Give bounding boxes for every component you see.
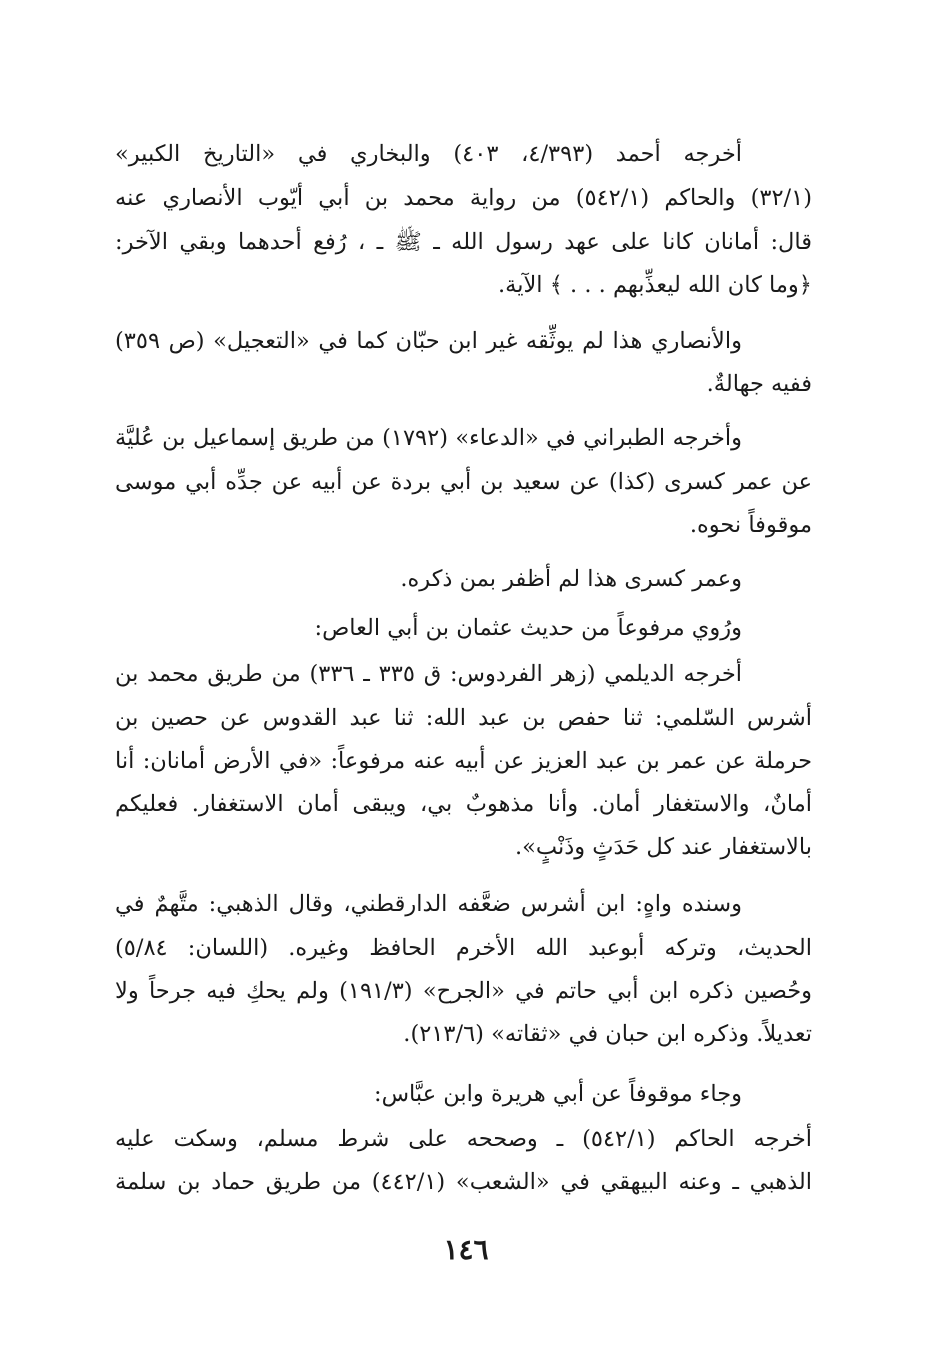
text-line: موقوفاً نحوه. [689,512,812,538]
text-line: وسنده واهٍ: ابن أشرس ضعَّفه الدارقطني، وقال الذهبي: متَّهمٌ في [115,891,742,917]
text-line: ورُوي مرفوعاً من حديث عثمان بن أبي العاص: [314,615,742,641]
page-number: ١٤٦ [443,1233,489,1266]
text-line: أخرجه الحاكم (٥٤٢/١) ـ وصححه على شرط مسلم، وسكت عليه [115,1126,812,1152]
text-line: وعمر كسرى هذا لم أظفر بمن ذكره. [400,566,742,592]
text-line: أخرجه الديلمي (زهر الفردوس: ق ٣٣٥ ـ ٣٣٦) من طريق محمد بن [115,661,743,687]
text-line: قال: أمانان كانا على عهد رسول الله ـ ﷺ ـ ، رُفع أحدهما وبقي الآخر: [115,229,812,255]
text-line: الحديث، وتركه أبوعبد الله الأخرم الحافظ وغيره. (اللسان: ٥/٨٤) [115,935,812,961]
text-line: الذهبي ـ وعنه البيهقي في «الشعب» (٤٤٢/١) من طريق حماد بن سلمة [115,1169,812,1195]
text-line: وجاء موقوفاً عن أبي هريرة وابن عبَّاس: [374,1081,742,1107]
text-line: عن عمر كسرى (كذا) عن سعيد بن أبي بردة عن أبيه عن جدِّه أبي موسى [115,469,812,495]
text-line: والأنصاري هذا لم يوثِّقه غير ابن حبّان كما في «التعجيل» (ص ٣٥٩) [115,328,742,354]
text-line: حرملة عن عمر بن عبد العزيز عن أبيه عنه مرفوعاً: «في الأرض أمانان: أنا [115,748,812,774]
text-line: ﴿وما كان الله ليعذِّبهم . . . ﴾ الآية. [497,272,812,298]
text-line: وحُصين ذكره ابن أبي حاتم في «الجرح» (١٩١/٣) ولم يحكِ فيه جرحاً ولا [115,978,812,1004]
text-line: أمانٌ، والاستغفار أمان. وأنا مذهوبٌ بي، ويبقى أمان الاستغفار. فعليكم [115,791,812,817]
text-line: أخرجه أحمد (٤/٣٩٣، ٤٠٣) والبخاري في «التاريخ الكبير» [115,141,743,167]
text-line: وأخرجه الطبراني في «الدعاء» (١٧٩٢) من طريق إسماعيل بن عُليَّة [115,425,743,451]
text-line: أشرس السّلمي: ثنا حفص بن عبد الله: ثنا عبد القدوس عن حصين بن [115,705,812,731]
text-line: ففيه جهالةٌ. [706,371,812,397]
text-line: (٣٢/١) والحاكم (٥٤٢/١) من رواية محمد بن أبي أيّوب الأنصاري عنه [115,185,812,211]
text-line: تعديلاً. وذكره ابن حبان في «ثقاته» (٢١٣/٦). [403,1021,812,1047]
text-line: بالاستغفار عند كل حَدَثٍ وذَنْبٍ». [515,834,812,860]
